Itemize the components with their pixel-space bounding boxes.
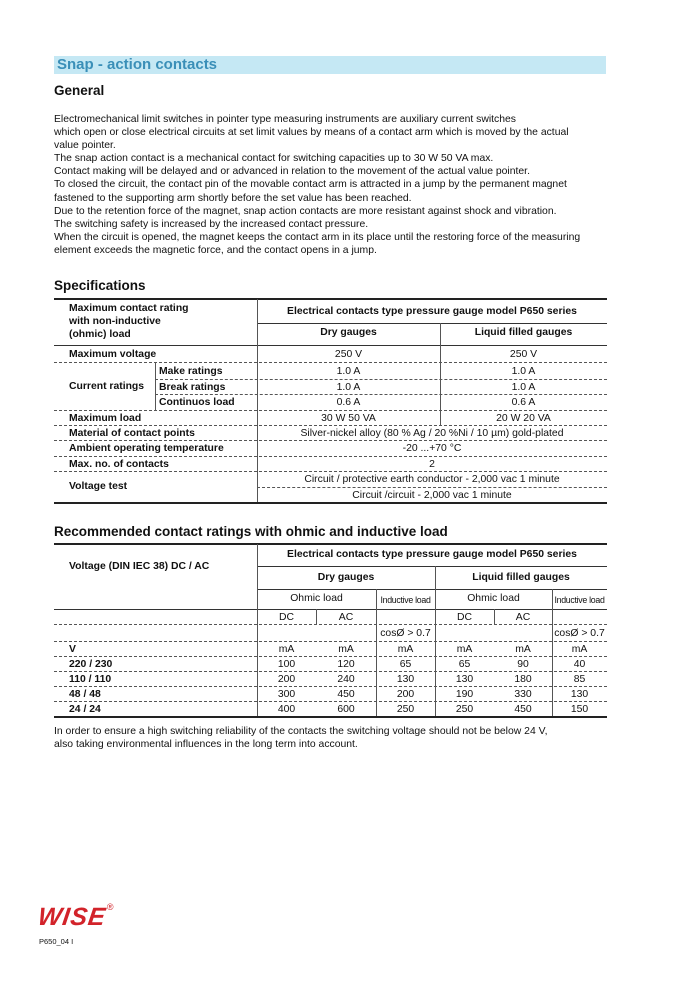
rec-cell: 130 <box>570 689 589 700</box>
spec-cell: Circuit / protective earth conductor - 2,000 vac 1 minute <box>304 474 560 485</box>
rec-row-voltage: 110 / 110 <box>69 674 112 685</box>
rec-cell: 130 <box>455 674 474 685</box>
spec-subrow-label: Break ratings <box>159 382 226 393</box>
rec-cos: cosØ > 0.7 <box>380 628 431 639</box>
table-col-divider <box>155 362 156 410</box>
rec-cell: 330 <box>514 689 532 700</box>
rec-cell: 65 <box>458 659 471 670</box>
rec-cell: 200 <box>396 689 415 700</box>
table-rule <box>54 641 607 642</box>
page-title: Snap - action contacts <box>57 56 218 73</box>
general-line: element exceeds the magnetic force, and the contact opens in a jump. <box>54 244 377 256</box>
spec-cell: 1.0 A <box>511 382 536 393</box>
table-rule <box>54 410 607 411</box>
wise-logo <box>38 903 113 932</box>
table-rule <box>54 440 607 441</box>
table-rule <box>54 425 607 426</box>
spec-cell: -20 ...+70 °C <box>402 443 462 454</box>
rec-cell: 200 <box>277 674 296 685</box>
section-title-bar <box>54 56 606 74</box>
rec-header-top: Electrical contacts type pressure gauge model P650 series <box>287 549 577 560</box>
spec-cell: 1.0 A <box>336 366 361 377</box>
rec-cell: 450 <box>514 704 532 715</box>
spec-cell: Circuit /circuit - 2,000 vac 1 minute <box>352 490 512 501</box>
rec-col-ac: AC <box>338 612 354 623</box>
table-rule <box>54 701 607 702</box>
general-line: The snap action contact is a mechanical contact for switching capacities up to 30 W 50 VA max. <box>54 153 494 165</box>
spec-col-dry: Dry gauges <box>320 327 377 338</box>
table-rule <box>257 566 607 567</box>
rec-header-left: Voltage (DIN IEC 38) DC / AC <box>69 561 210 572</box>
table-rule <box>54 609 607 610</box>
rec-cell: 65 <box>399 659 412 670</box>
table-rule <box>54 716 607 718</box>
table-rule <box>54 624 607 625</box>
spec-cell: 30 W 50 VA <box>321 413 376 424</box>
spec-cell: 250 V <box>509 349 538 360</box>
table-rule <box>257 487 607 488</box>
general-line: To closed the circuit, the contact pin of the movable contact arm is attracted in a jump by the permanent magnet <box>54 179 567 191</box>
spec-row-label: Current ratings <box>69 381 145 392</box>
rec-cell: 250 <box>396 704 415 715</box>
logo-text: WISE <box>36 903 108 931</box>
rec-cell: 150 <box>570 704 589 715</box>
general-line: Due to the retention force of the magnet, snap action contacts are more resistant against shock and vibration. <box>54 205 557 217</box>
rec-cell: 120 <box>337 659 355 670</box>
rec-row-voltage: 220 / 230 <box>69 659 113 670</box>
rec-cell: 40 <box>573 659 586 670</box>
rec-cell: 180 <box>514 674 532 685</box>
rec-unit-ma: mA <box>278 644 295 655</box>
note-line: also taking environmental influences in the long term into account. <box>54 739 358 750</box>
table-rule <box>54 656 607 657</box>
table-rule <box>54 543 607 545</box>
general-text <box>54 113 614 257</box>
table-rule <box>54 671 607 672</box>
rec-cell: 600 <box>337 704 355 715</box>
rec-unit-ma: mA <box>456 644 473 655</box>
table-rule <box>54 345 607 346</box>
rec-col-inductive: Inductive load <box>380 595 431 605</box>
spec-subrow-label: Make ratings <box>159 366 223 377</box>
spec-col-liquid: Liquid filled gauges <box>474 327 573 338</box>
spec-cell: 20 W 20 VA <box>496 413 551 424</box>
table-rule <box>257 323 607 324</box>
general-line: value pointer. <box>54 140 116 152</box>
rec-cell: 400 <box>277 704 296 715</box>
spec-header-top: Electrical contacts type pressure gauge model P650 series <box>287 306 577 317</box>
general-line: Electromechanical limit switches in pointer type measuring instruments are auxiliary current switches <box>54 114 516 125</box>
table-rule <box>54 362 607 363</box>
spec-cell: Silver-nickel alloy (80 % Ag / 20 %Ni / 10 µm) gold-plated <box>300 428 564 439</box>
general-line: The switching safety is increased by the increased contact pressure. <box>54 218 369 230</box>
rec-cell: 90 <box>517 659 529 670</box>
recommended-heading: Recommended contact ratings with ohmic and inductive load <box>54 524 448 539</box>
rec-col-dry: Dry gauges <box>317 572 375 583</box>
specifications-heading: Specifications <box>54 278 146 293</box>
rec-col-dc: DC <box>278 612 294 623</box>
spec-cell: 250 V <box>334 349 363 360</box>
rec-cell: 240 <box>337 674 355 685</box>
rec-col-inductive: Inductive load <box>554 595 605 605</box>
spec-header-left: (ohmic) load <box>69 329 131 340</box>
general-line: fastened to the supporting arm shortly before the set value has been reached. <box>54 192 412 204</box>
rec-cell: 130 <box>396 674 415 685</box>
rec-cell: 250 <box>455 704 474 715</box>
general-line: When the circuit is opened, the magnet keeps the contact arm in its place until the restoring force of the measuring <box>54 231 581 243</box>
spec-header-left: Maximum contact rating <box>69 303 189 314</box>
general-heading: General <box>54 83 105 98</box>
rec-col-liquid: Liquid filled gauges <box>472 572 570 583</box>
rec-cell: 450 <box>337 689 355 700</box>
table-rule <box>155 379 607 380</box>
rec-unit-ma: mA <box>397 644 414 655</box>
spec-cell: 0.6 A <box>336 397 361 408</box>
spec-cell: 0.6 A <box>511 397 536 408</box>
table-rule <box>155 394 607 395</box>
general-line: Contact making will be delayed and or advanced in relation to the movement of the actual value pointer. <box>54 166 530 178</box>
rec-cos: cosØ > 0.7 <box>554 628 605 639</box>
rec-col-ac: AC <box>515 612 531 623</box>
registered-mark: ® <box>106 902 114 912</box>
page-footer: P650_04 I <box>39 937 74 946</box>
spec-cell: 1.0 A <box>511 366 536 377</box>
rec-col-ohmic: Ohmic load <box>467 593 520 604</box>
spec-row-label: Max. no. of contacts <box>69 459 169 470</box>
rec-cell: 100 <box>277 659 296 670</box>
table-rule <box>54 471 607 472</box>
table-rule <box>257 589 607 590</box>
rec-row-voltage: 48 / 48 <box>69 689 101 700</box>
rec-unit-v: V <box>69 644 76 655</box>
rec-unit-ma: mA <box>571 644 588 655</box>
spec-subrow-label: Continuos load <box>159 397 235 408</box>
rec-cell: 300 <box>277 689 296 700</box>
table-rule <box>54 456 607 457</box>
rec-col-ohmic: Ohmic load <box>290 593 343 604</box>
spec-row-label: Ambient operating temperature <box>69 443 224 454</box>
rec-unit-ma: mA <box>338 644 354 655</box>
rec-row-voltage: 24 / 24 <box>69 704 101 715</box>
rec-cell: 190 <box>455 689 474 700</box>
note-line: In order to ensure a high switching reliability of the contacts the switching voltage should not be below 24 V, <box>54 726 548 737</box>
table-rule <box>54 502 607 504</box>
spec-cell: 1.0 A <box>336 382 361 393</box>
rec-col-dc: DC <box>456 612 472 623</box>
rec-unit-ma: mA <box>515 644 531 655</box>
spec-row-label: Maximum load <box>69 413 142 424</box>
spec-row-label: Maximum voltage <box>69 349 157 360</box>
general-line: which open or close electrical circuits at set limit values by means of a contact arm which is moved by the actual <box>54 127 569 139</box>
rec-cell: 85 <box>573 674 586 685</box>
switching-note <box>54 725 614 751</box>
table-rule <box>54 686 607 687</box>
spec-cell: 2 <box>429 459 435 470</box>
spec-row-label: Material of contact points <box>69 428 195 439</box>
table-rule <box>54 298 607 300</box>
spec-header-left: with non-inductive <box>69 316 161 327</box>
spec-row-label: Voltage test <box>69 481 128 492</box>
